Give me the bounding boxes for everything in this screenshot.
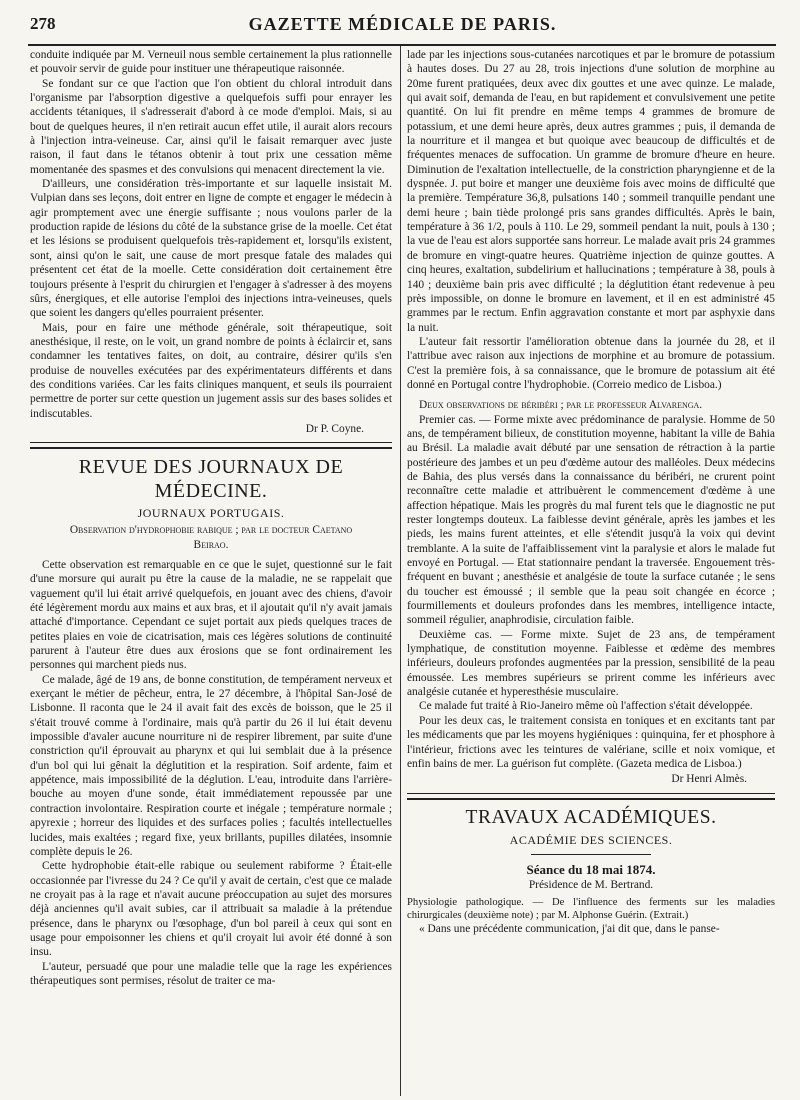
short-rule bbox=[531, 854, 651, 855]
paragraph: conduite indiquée par M. Verneuil nous semble certainement la plus rationnelle et pouvoir servir de guide pour instituer une thérapeutique raisonnée. bbox=[30, 49, 392, 76]
article-title-line: Observation d'hydrophobie rabique ; par le docteur Caetano bbox=[69, 524, 353, 537]
column-divider bbox=[400, 46, 401, 1096]
paragraph: Cette observation est remarquable en ce que le sujet, questionné sur le fait d'une morsure qui aurait pu être la cause de la maladie, ne se rappelait que vaguement qu'il lui était arrivé quelquefois, en jouant avec des chiens, d'avoir été légèrement mordu aux mains et aux bras, et il ajoutait qu'il n'y avait jamais attaché d'importance. Cependant ce sujet portait aux pieds quelques traces de petites plaies en voie de cicatrisation, mais ces légères solutions de continuité parurent à l'auteur être dues aux érosions que se font ordinairement les personnes qui marchent pieds nus. bbox=[30, 558, 392, 672]
left-column bbox=[30, 48, 392, 988]
paragraph: Ce malade fut traité à Rio-Janeiro même où l'affection s'était développée. bbox=[419, 700, 753, 713]
paragraph: « Dans une précédente communication, j'ai dit que, dans le panse- bbox=[419, 923, 720, 936]
article-title bbox=[30, 523, 392, 552]
paragraph: L'auteur, persuadé que pour une maladie telle que la rage les expériences thérapeutiques sont permises, résolut de traiter ce ma- bbox=[30, 960, 392, 987]
article-title: Deux observations de béribéri ; par le professeur Alvarenga. bbox=[419, 399, 703, 412]
paragraph: L'auteur fait ressortir l'amélioration obtenue dans la journée du 28, et il l'attribue avec raison aux injections de morphine et au bromure de potassium. C'est la première fois, à sa connaissance, que le bromure de potassium ait été donné en Portugal contre l'hydrophobie. (Correio medico de Lisboa.) bbox=[407, 335, 775, 391]
paragraph: Premier cas. — Forme mixte avec prédominance de paralysie. Homme de 50 ans, de tempérament bilieux, de constitution moyenne, habitant la ville de Bahia au Brésil. La maladie avait débuté par une sensation de rétraction à la partie postérieure des jambes et un peu d'œdème autour des malléoles. Deux médecins de Bahia, des plus versés dans la connaissance du béribéri, ne crurent point reconnaître cette maladie et attribuèrent le commencement d'œdème à une affection hépatique. Mais les progrès du mal furent tels que le diagnostic ne put rester longtemps douteux. La faiblesse devint générale, après les jambes et les pieds, les mains furent atteintes, et elle s'étendit jusqu'à la voix qui devint tremblante. A la suite de l'affaiblissement vint la paralysie et alors le malade fut envoyé en Portugal. — Etat stationnaire pendant la traversée. Engouement très-fréquent en buvant ; anesthésie et analgésie de toute la surface cutanée ; le sens du toucher est émoussé ; il semble que la peau soit changée en écorce ; fourmillements et douleurs profondes dans les membres, intelligence intacte, sommeil régulier, anaphrodisie, circulation faible. bbox=[407, 413, 775, 627]
author-signature: Dr Henri Almès. bbox=[671, 773, 747, 786]
article-title: Physiologie pathologique. — De l'influence des ferments sur les maladies chirurgicales (deuxième note) ; par M. Alphonse Guérin. (Extrait.) bbox=[407, 896, 775, 921]
section-subtitle: ACADÉMIE DES SCIENCES. bbox=[509, 832, 673, 847]
header-rule bbox=[28, 44, 776, 46]
paragraph: D'ailleurs, une considération très-importante et sur laquelle insistait M. Vulpian dans ses leçons, doit entrer en ligne de compte et engager le médecin à agir promptement avec une énergie suffisante ; nous voulons parler de la production rapide de lésions du côté de la substance grise de la moelle. Cet état et les lésions se produisent quelquefois très-rapidement et, lorsqu'ils existent, sont, ainsi qu'on le sait, une cause de mort presque fatale des malades qui présentent cet état de la moelle. Cette considération doit certainement être toujours présente à l'esprit du chirurgien et l'engager à s'adresser à des moyens sûrs, énergiques, et elle autorise l'emploi des injections intra-veineuses, quels que soient les dangers qu'elles pourraient présenter. bbox=[30, 178, 392, 320]
page-header bbox=[30, 14, 775, 40]
paragraph: Cette hydrophobie était-elle rabique ou seulement rabiforme ? Était-elle occasionnée par l'ivresse du 24 ? Ce qu'il y avait de certain, c'est que ce malade ne croyait pas à la rage et n'avait aucune préoccupation au sujet des morsures déjà anciennes qu'il avait subies, car il attribuait sa maladie à la prétendue présence, dans le pharynx ou l'œsophage, d'un bol pareil à ceux qui sont en usage pour empoisonner les chiens et qu'il croyait lui avoir été donné à son insu. bbox=[30, 860, 392, 959]
paragraph: Deuxième cas. — Forme mixte. Sujet de 23 ans, de tempérament lymphatique, de constitution moyenne. Faiblesse et œdème des membres inférieurs, douleurs profondes augmentées par la pression, sensibilité de la peau émoussée. Les membres supérieurs se prirent comme les inférieurs avec analgésie cutanée et hyperesthésie musculaire. bbox=[407, 628, 775, 699]
author-signature: Dr P. Coyne. bbox=[305, 422, 364, 435]
section-subtitle: JOURNAUX PORTUGAIS. bbox=[137, 506, 285, 521]
section-rule bbox=[30, 442, 392, 449]
section-rule bbox=[407, 793, 775, 800]
paragraph: Pour les deux cas, le traitement consista en toniques et en excitants tant par les médicaments que par les moyens hygiéniques : quinquina, fer et phosphore à l'intérieur, frictions avec les teintures de valériane, scille et noix vomique, et enfin bains de mer. La guérison fut complète. (Gazeta medica de Lisboa.) bbox=[407, 714, 775, 770]
paragraph: Ce malade, âgé de 19 ans, de bonne constitution, de tempérament nerveux et exerçant le métier de pêcheur, entra, le 27 décembre, à l'hôpital San-José de Lisbonne. Il raconta que le 24 il avait fait des excès de boisson, que le 25 il s'était trouvé comme à l'ordinaire, mais qu'à partir du 26 il lui était devenu impossible d'avaler aucune nourriture ni de respirer librement, par suite d'une constriction qu'il éprouvait au pharynx et qui lui semblait due à la présence d'un bol qui lui gênait la déglutition et la respiration. Soif ardente, faim et appétence, mais impossibilité de la déglution. L'eau, introduite dans l'arrière-bouche au moyen d'une sonde, était immédiatement repoussée par une contraction involontaire. Respiration courte et inégale ; température normale ; apyrexie ; horreur des liquides et des surfaces polies ; facultés intellectuelles lucides, mais exaltées ; regard fixe, yeux brillants, pupilles dilatées, insomnie complète depuis le 26. bbox=[30, 673, 392, 858]
section-title: REVUE DES JOURNAUX DE MÉDECINE. bbox=[78, 456, 344, 503]
paragraph: Se fondant sur ce que l'action que l'on obtient du chloral introduit dans l'organisme par l'absorption digestive a quelquefois suffi pour enrayer les accidents tétaniques, il s'adresserait d'abord à ce mode d'emploi. Mais, si au bout de quelques heures, il n'en retirait aucun effet utile, il aurait alors recours à l'injection intra-veineuse. Car, ainsi qu'il le faisait remarquer avec juste raison, il faut dans le tétanos obtenir à tout prix une cessation même momentanée des spasmes et des convulsions qui menacent directement la vie. bbox=[30, 77, 392, 176]
article-title-line: Beirao. bbox=[193, 538, 229, 551]
section-title: TRAVAUX ACADÉMIQUES. bbox=[465, 806, 717, 828]
paragraph: lade par les injections sous-cutanées narcotiques et par le bromure de potassium à hautes doses. Du 27 au 28, trois injections d'une solution de morphine au 20me furent pratiquées, deux avec dix gouttes et une avec quinze. Le malade, qui avait soif, demanda de l'eau, en but rapidement et convulsivement une petite quantité. On lui fit prendre en même temps 4 grammes de bromure de potassium, et une demi heure après, deux autres grammes ; puis, il demanda de la nourriture et il mangea et but quoique avec beaucoup de difficultés et de fréquentes menaces de suffocation. Un gramme de bromure d'heure en heure. Diminution de l'exaltation intellectuelle, de la constriction pharyngienne et de la dyspnée. J. put boire et manger une deuxième fois avec moins de difficulté que la première. Température 36,8, pulsations 140 ; sommeil tranquille pendant une demi heure ; bain tiède prolongé pris sans grandes difficultés. Après le bain, température à 36 1/2, pouls à 110. Le 29, sommeil pendant la nuit, pouls à 130 ; la vue de l'eau est alors supportée sans horreur. Le malade avait pris 24 grammes de bromure en vingt-quatre heures. Quatrième injection de quinze gouttes. A cinq heures, exaltation, subdelirium et hallucinations ; température à 38, pouls à 140 ; deuxième bain pris avec difficulté ; la déglutition étant redevenue à peu près impossible, on donne le bromure en lavement, et il en est administré 45 grammes par le rectum. Enfin aggravation constante et mort par asphyxie dans la nuit. bbox=[407, 49, 776, 334]
presidency: Présidence de M. Bertrand. bbox=[528, 878, 654, 891]
journal-title: GAZETTE MÉDICALE DE PARIS. bbox=[248, 14, 557, 34]
session-date: Séance du 18 mai 1874. bbox=[526, 861, 656, 877]
paragraph: Mais, pour en faire une méthode générale, soit thérapeutique, soit anesthésique, il reste, on le voit, un grand nombre de points à éclaircir et, sans condamner les tentatives faites, on doit, au contraire, désirer qu'ils s'en produise de nouvelles exécutées par des expérimentateurs différents et dans des conditions variées. Car les faits cliniques manquent, et seuls ils pourraient permettre de porter sur cette question un jugement assis sur des bases solides et indiscutables. bbox=[30, 321, 392, 420]
right-column bbox=[407, 48, 775, 937]
page-number: 278 bbox=[30, 14, 56, 33]
